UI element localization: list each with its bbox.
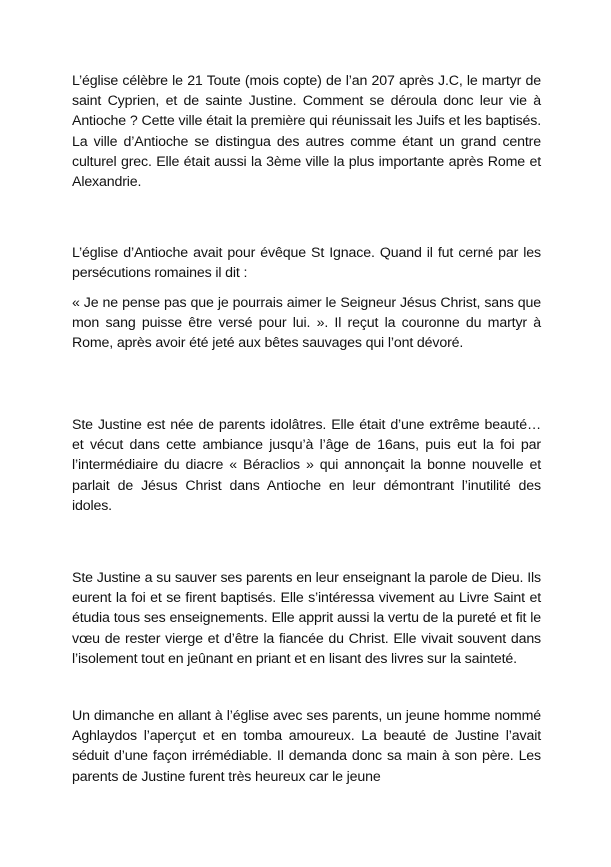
paragraph-text: Ste Justine a su sauver ses parents en leur enseignant la parole de Dieu. Ils eurent la foi et se firent baptisés. Elle s’intéressa vivement au Livre Saint et étudia tous ses enseignements. Elle apprit aussi la vertu de la pureté et fit le vœu de rester vierge et d’être la fiancée du Christ. Elle vivait souvent dans l’isolement tout en jeûnant en priant et en lisant des livres sur la sainteté. bbox=[72, 570, 541, 667]
paragraph-st-ignace bbox=[72, 243, 541, 283]
paragraph-ste-justine-birth bbox=[72, 415, 541, 516]
paragraph-text: Un dimanche en allant à l’église avec ses parents, un jeune homme nommé Aghlaydos l’aperçut et en tomba amoureux. La beauté de Justine l’avait séduit d’une façon irrémédiable. Il demanda donc sa main à son père. Les parents de Justine furent très heureux car le jeune bbox=[72, 708, 541, 785]
paragraph-text: Ste Justine est née de parents idolâtres. Elle était d’une extrême beauté… et vécut dans cette ambiance jusqu’à l’âge de 16ans, puis eut la foi par l’intermédiaire du diacre « Béraclios » qui annonçait la bonne nouvelle et parlait de Jésus Christ dans Antioche en leur démontrant l’inutilité des idoles. bbox=[72, 417, 541, 514]
paragraph-text: « Je ne pense pas que je pourrais aimer le Seigneur Jésus Christ, sans que mon sang puisse être versé pour lui. ». Il reçut la couronne du martyr à Rome, après avoir été jeté aux bêtes sauvages qui l’ont dévoré. bbox=[72, 295, 541, 352]
paragraph-ste-justine-parents bbox=[72, 568, 541, 669]
paragraph-quote bbox=[72, 293, 541, 354]
paragraph-text: L’église célèbre le 21 Toute (mois copte) de l’an 207 après J.C, le martyr de saint Cyprien, et de sainte Justine. Comment se déroula donc leur vie à Antioche ? Cette ville était la première qui réunissait les Juifs et les baptisés. La ville d’Antioche se distingua des autres comme étant un grand centre culturel grec. Elle était aussi la 3ème ville la plus importante après Rome et Alexandrie. bbox=[72, 73, 541, 191]
paragraph-intro-antioch bbox=[72, 71, 541, 192]
paragraph-aghlaydos bbox=[72, 706, 541, 787]
paragraph-text: L’église d’Antioche avait pour évêque St Ignace. Quand il fut cerné par les persécutions romaines il dit : bbox=[72, 245, 541, 282]
